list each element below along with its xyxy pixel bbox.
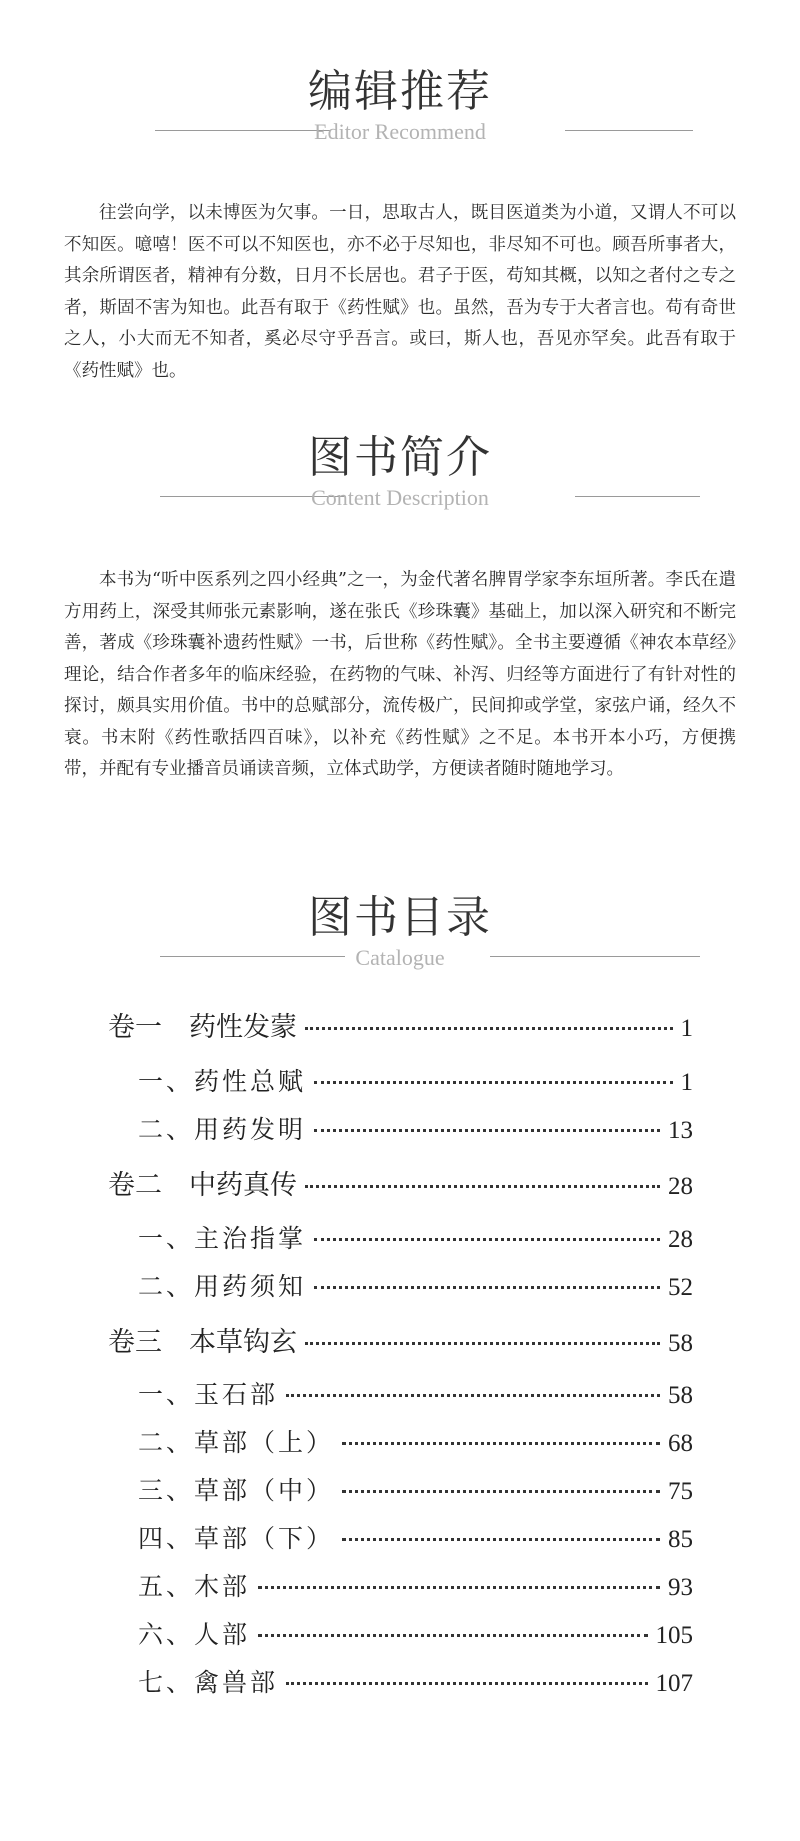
toc-entry xyxy=(138,1062,693,1098)
content-description-header xyxy=(0,430,800,520)
toc-volume-1 xyxy=(108,1005,693,1044)
toc-entry xyxy=(138,1567,693,1603)
header-rule-right xyxy=(575,496,700,497)
toc-leader-dots xyxy=(314,1129,660,1132)
content-description-subtitle: Content Description xyxy=(311,485,489,510)
toc-page-number: 68 xyxy=(668,1430,693,1457)
toc-page-number: 107 xyxy=(655,1670,693,1697)
toc-page-number: 58 xyxy=(668,1330,693,1357)
toc-label: 一、药性总赋 xyxy=(138,1067,307,1096)
toc-page-number: 85 xyxy=(668,1526,693,1553)
catalogue-title: 图书目录 xyxy=(308,892,492,943)
toc-label: 七、禽兽部 xyxy=(138,1668,279,1697)
editor-recommend-subtitle: Editor Recommend xyxy=(314,119,486,144)
header-rule-right xyxy=(490,956,700,957)
toc-page-number: 28 xyxy=(668,1226,693,1253)
catalogue-header xyxy=(0,890,800,980)
header-rule-right xyxy=(565,130,693,131)
toc-leader-dots xyxy=(342,1490,660,1493)
toc-leader-dots xyxy=(286,1394,660,1397)
toc-label: 卷二 中药真传 xyxy=(108,1170,297,1201)
toc-leader-dots xyxy=(342,1442,660,1445)
toc-leader-dots xyxy=(286,1682,647,1685)
toc-page-number: 105 xyxy=(655,1622,693,1649)
toc-label: 五、木部 xyxy=(138,1572,251,1601)
toc-leader-dots xyxy=(305,1342,660,1345)
toc-entry xyxy=(138,1375,693,1411)
toc-label: 四、草部（下） xyxy=(138,1524,335,1553)
toc-label: 六、人部 xyxy=(138,1620,251,1649)
toc-page-number: 75 xyxy=(668,1478,693,1505)
toc-label: 卷一 药性发蒙 xyxy=(108,1012,297,1043)
toc-leader-dots xyxy=(314,1286,660,1289)
toc-page-number: 28 xyxy=(668,1173,693,1200)
toc-page-number: 93 xyxy=(668,1574,693,1601)
toc-label: 三、草部（中） xyxy=(138,1476,335,1505)
toc-volume-2 xyxy=(108,1163,693,1202)
toc-leader-dots xyxy=(258,1586,660,1589)
toc-entry xyxy=(138,1471,693,1507)
editor-recommend-text: 往尝向学，以未博医为欠事。一日，思取古人，既目医道类为小道，又谓人不可以不知医。噫嘻！医不可以不知医也，亦不必于尽知也，非尽知不可也。顾吾所事者大，其余所谓医者，精神有分数，日月不长居也。君子于医，苟知其概，以知之者付之专之者，斯固不害为知也。此吾有取于《药性赋》也。虽然，吾为专于大者言也。苟有奇世之人，小大而无不知者，奚必尽守乎吾言。或曰，斯人也，吾见亦罕矣。此吾有取于《药性赋》也。 xyxy=(64,203,736,381)
toc-entry xyxy=(138,1267,693,1303)
content-description-title: 图书简介 xyxy=(308,432,492,483)
toc-entry xyxy=(138,1423,693,1459)
toc-page-number: 1 xyxy=(680,1015,693,1042)
toc-page-number: 13 xyxy=(668,1117,693,1144)
toc-leader-dots xyxy=(314,1238,660,1241)
toc-entry xyxy=(138,1519,693,1555)
toc-entry xyxy=(138,1663,693,1699)
editor-recommend-header xyxy=(0,64,800,154)
toc-leader-dots xyxy=(342,1538,660,1541)
toc-leader-dots xyxy=(258,1634,647,1637)
toc-label: 一、玉石部 xyxy=(138,1380,279,1409)
toc-label: 二、用药发明 xyxy=(138,1115,307,1144)
toc-label: 一、主治指掌 xyxy=(138,1224,307,1253)
content-description-text: 本书为“听中医系列之四小经典”之一，为金代著名脾胃学家李东垣所著。李氏在遣方用药上，深受其师张元素影响，遂在张氏《珍珠囊》基础上，加以深入研究和不断完善，著成《珍珠囊补遗药性赋》一书，后世称《药性赋》。全书主要遵循《神农本草经》理论，结合作者多年的临床经验，在药物的气味、补泻、归经等方面进行了有针对性的探讨，颇具实用价值。书中的总赋部分，流传极广，民间抑或学堂，家弦户诵，经久不衰。书末附《药性歌括四百味》，以补充《药性赋》之不足。本书开本小巧，方便携带，并配有专业播音员诵读音频，立体式助学，方便读者随时随地学习。 xyxy=(64,570,736,779)
toc-entry xyxy=(138,1219,693,1255)
toc-label: 二、用药须知 xyxy=(138,1272,307,1301)
toc-leader-dots xyxy=(305,1027,673,1030)
catalogue-subtitle: Catalogue xyxy=(355,945,445,970)
toc-leader-dots xyxy=(305,1185,660,1188)
toc-label: 卷三 本草钩玄 xyxy=(108,1327,297,1358)
toc-page-number: 1 xyxy=(680,1069,693,1096)
toc-leader-dots xyxy=(314,1081,672,1084)
editor-recommend-title: 编辑推荐 xyxy=(308,66,492,117)
toc-page-number: 58 xyxy=(668,1382,693,1409)
toc-entry xyxy=(138,1615,693,1651)
toc-volume-3 xyxy=(108,1320,693,1359)
toc-entry xyxy=(138,1110,693,1146)
toc-label: 二、草部（上） xyxy=(138,1428,335,1457)
toc-page-number: 52 xyxy=(668,1274,693,1301)
